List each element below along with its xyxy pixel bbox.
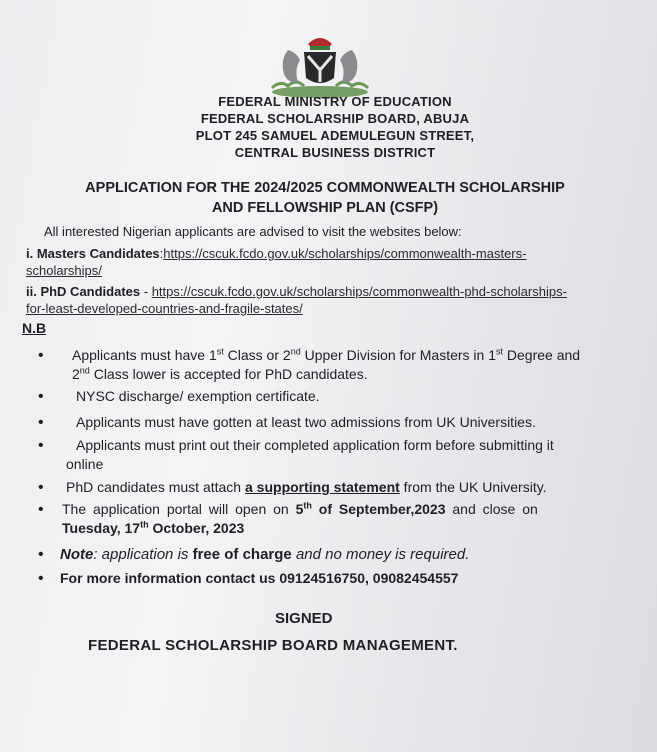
signed-label: SIGNED [275,610,333,627]
phd-link-continued[interactable]: for-least-developed-countries-and-fragile-states/ [26,301,303,316]
list-item-text: Note: application is free of charge and no money is required. [60,546,470,563]
document-title [20,178,630,218]
list-item-text [60,569,638,588]
list-item [38,413,638,433]
contact-info: For more information contact us 09124516750, 09082454557 [60,570,459,586]
list-item-text: Applicants must have gotten at least two admissions from UK Universities. [76,414,536,430]
list-item [38,436,638,476]
header-line: CENTRAL BUSINESS DISTRICT [234,145,436,160]
list-item [38,569,638,589]
phd-link-line [26,283,567,300]
masters-link-line-2 [26,262,102,279]
masters-label: i. Masters Candidates [26,246,160,261]
header-line: PLOT 245 SAMUEL ADEMULEGUN STREET, [195,128,475,143]
bullet-icon: • [38,570,44,587]
list-item-text: The application portal will open on 5th of September,2023 and close on Tuesday, 17th October, 2023 [62,500,538,536]
supporting-statement-emphasis: a supporting statement [245,479,400,495]
list-item-text: NYSC discharge/ exemption certificate. [76,388,320,404]
header-line: FEDERAL SCHOLARSHIP BOARD, ABUJA [200,111,470,126]
bullet-icon: • [38,501,44,518]
bullet-icon: • [38,347,44,364]
list-item [38,478,638,498]
nb-heading: N.B [22,320,47,336]
phd-label: ii. PhD Candidates [26,284,141,299]
list-item [38,387,638,407]
masters-link-line: i. Masters Candidates:https://cscuk.fcdo.gov.uk/scholarships/commonwealth-masters- [26,246,527,261]
header-line: FEDERAL MINISTRY OF EDUCATION [218,94,452,109]
bullet-icon: • [38,546,44,563]
phd-link[interactable]: https://cscuk.fcdo.gov.uk/scholarships/commonwealth-phd-scholarships- [151,284,567,299]
coat-of-arms-emblem [258,30,382,102]
bullet-icon: • [38,414,44,431]
masters-link[interactable]: https://cscuk.fcdo.gov.uk/scholarships/commonwealth-masters- [163,246,527,261]
ministry-header [150,93,520,161]
bullet-icon: • [38,437,44,454]
phd-link-line-2 [26,300,303,317]
title-line: AND FELLOWSHIP PLAN (CSFP) [211,200,439,216]
bullet-icon: • [38,479,44,496]
signatory-name: FEDERAL SCHOLARSHIP BOARD MANAGEMENT. [88,637,458,654]
bullet-icon: • [38,388,44,405]
list-item [38,346,638,386]
list-item-text: Applicants must print out their completed application form before submitting it online [66,437,554,472]
list-item-text: Applicants must have 1st Class or 2nd Upper Division for Masters in 1st Degree and 2nd Class lower is accepted for PhD candidates. [72,346,581,382]
list-item [38,500,638,540]
masters-link-continued[interactable]: scholarships/ [26,263,102,278]
list-item-text: PhD candidates must attach a supporting statement from the UK University. [66,479,547,495]
list-item [38,545,638,565]
phd-separator: - [140,284,152,299]
intro-text: All interested Nigerian applicants are advised to visit the websites below: [44,224,462,239]
title-line: APPLICATION FOR THE 2024/2025 COMMONWEALTH SCHOLARSHIP [85,180,565,196]
